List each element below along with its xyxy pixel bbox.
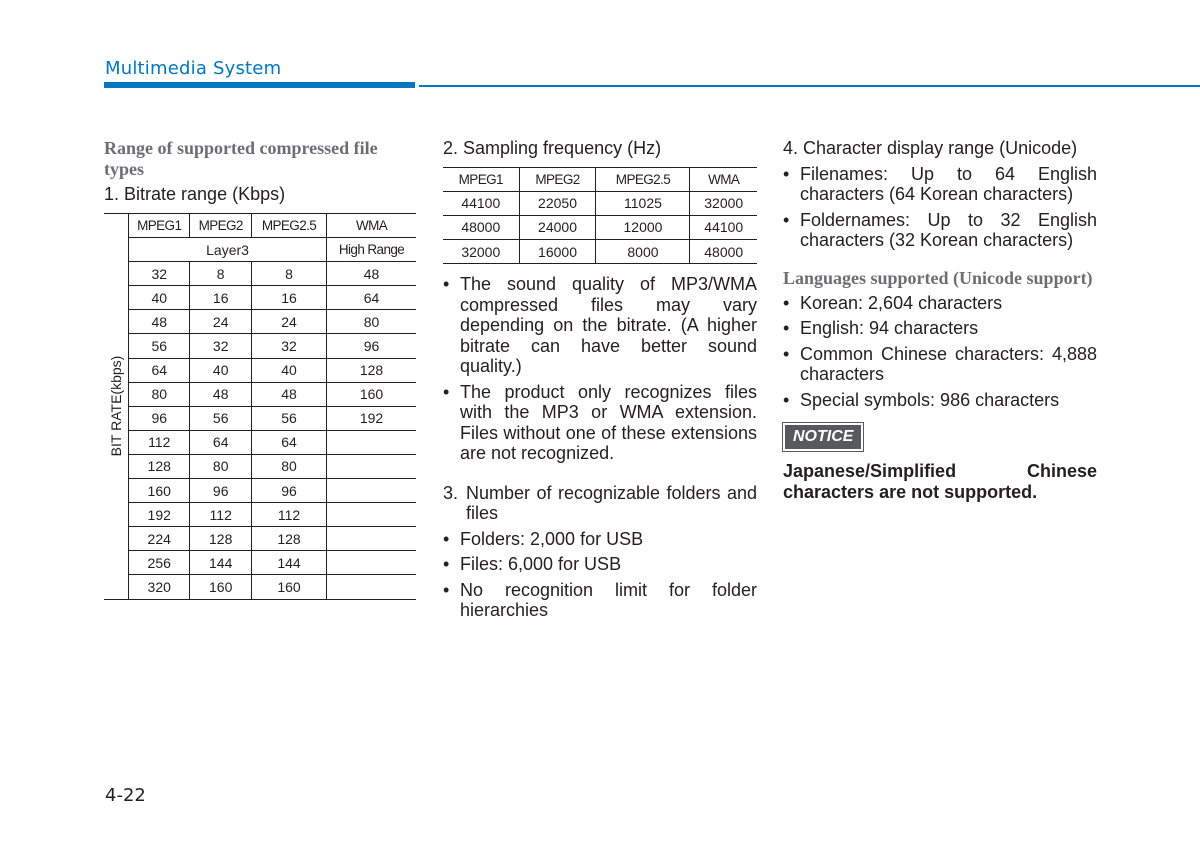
table-cell: 128 xyxy=(327,358,416,382)
languages-heading: Languages supported (Unicode support) xyxy=(783,267,1093,288)
table-cell: 12000 xyxy=(596,215,690,239)
table-cell: 64 xyxy=(129,358,190,382)
list-item: • The sound quality of MP3/WMA compressed files may vary depending on the bitrate. (A higher bitrate can have better sound quality.) xyxy=(443,274,757,377)
table-row xyxy=(104,382,416,406)
table-cell: 80 xyxy=(129,382,190,406)
table-cell: 40 xyxy=(129,286,190,310)
table-row xyxy=(104,430,416,454)
sampling-table-container xyxy=(443,167,757,265)
bitrate-col-header: MPEG1 xyxy=(129,214,190,238)
sound-quality-list xyxy=(443,274,757,464)
table-cell: 192 xyxy=(129,503,190,527)
sampling-col-header: MPEG2.5 xyxy=(596,167,690,191)
list-item: • No recognition limit for folder hierarchies xyxy=(443,580,757,621)
header-rule-thick xyxy=(104,82,415,88)
list-item: • Folders: 2,000 for USB xyxy=(443,529,757,550)
table-cell: 48 xyxy=(327,262,416,286)
char-display-title: 4. Character display range (Unicode) xyxy=(783,138,1078,158)
list-item: • Files: 6,000 for USB xyxy=(443,554,757,575)
table-cell: 160 xyxy=(129,479,190,503)
table-row xyxy=(443,215,757,239)
table-cell: 160 xyxy=(190,575,251,599)
sampling-header-row xyxy=(443,167,757,191)
table-cell: 48000 xyxy=(443,215,519,239)
table-cell: 48000 xyxy=(690,240,757,264)
table-cell: 64 xyxy=(251,430,326,454)
table-cell: 112 xyxy=(190,503,251,527)
bitrate-subheader-row xyxy=(104,238,416,262)
page-number: 4-22 xyxy=(105,785,146,806)
table-cell: 144 xyxy=(251,551,326,575)
table-cell: 128 xyxy=(129,454,190,478)
table-cell: 56 xyxy=(190,406,251,430)
table-cell: 160 xyxy=(327,382,416,406)
table-cell: 24000 xyxy=(519,215,596,239)
languages-list xyxy=(783,293,1097,411)
table-cell: 96 xyxy=(327,334,416,358)
table-row xyxy=(104,262,416,286)
table-row xyxy=(104,358,416,382)
sampling-table xyxy=(443,167,757,265)
table-cell xyxy=(327,527,416,551)
table-cell xyxy=(327,503,416,527)
table-cell: 112 xyxy=(251,503,326,527)
wma-range-label: High Range xyxy=(327,238,416,262)
table-cell: 32 xyxy=(190,334,251,358)
table-cell: 16 xyxy=(190,286,251,310)
notice-badge: NOTICE xyxy=(785,425,861,449)
table-row xyxy=(104,334,416,358)
table-cell: 80 xyxy=(190,454,251,478)
list-item: • The product only recognizes files with the MP3 or WMA extension. Files without one of these extensions are not recognized. xyxy=(443,382,757,464)
table-cell: 32 xyxy=(129,262,190,286)
table-cell: 48 xyxy=(251,382,326,406)
table-cell: 32000 xyxy=(443,240,519,264)
table-cell: 8000 xyxy=(596,240,690,264)
column-3 xyxy=(783,138,1097,502)
sampling-title: 2. Sampling frequency (Hz) xyxy=(443,138,662,158)
table-cell: 32000 xyxy=(690,191,757,215)
bitrate-axis-label: BIT RATE(kbps) xyxy=(108,355,124,457)
bitrate-table xyxy=(104,213,416,600)
table-cell: 56 xyxy=(251,406,326,430)
table-row xyxy=(104,479,416,503)
table-row xyxy=(104,527,416,551)
table-cell: 128 xyxy=(251,527,326,551)
table-cell: 56 xyxy=(129,334,190,358)
table-cell: 192 xyxy=(327,406,416,430)
sampling-col-header: MPEG2 xyxy=(519,167,596,191)
list-item: • Special symbols: 986 characters xyxy=(783,390,1097,411)
layer3-label: Layer3 xyxy=(129,238,327,262)
table-cell: 64 xyxy=(327,286,416,310)
table-cell xyxy=(327,430,416,454)
table-cell: 40 xyxy=(190,358,251,382)
bitrate-title: 1. Bitrate range (Kbps) xyxy=(104,184,286,204)
table-cell: 8 xyxy=(190,262,251,286)
table-cell xyxy=(327,479,416,503)
table-cell: 112 xyxy=(129,430,190,454)
table-cell: 96 xyxy=(129,406,190,430)
table-row xyxy=(104,406,416,430)
table-cell: 44100 xyxy=(690,215,757,239)
table-row xyxy=(104,310,416,334)
table-cell: 224 xyxy=(129,527,190,551)
table-cell: 40 xyxy=(251,358,326,382)
bitrate-col-header: MPEG2.5 xyxy=(251,214,326,238)
table-row xyxy=(104,551,416,575)
column-2 xyxy=(443,138,757,626)
table-cell xyxy=(327,454,416,478)
table-cell: 24 xyxy=(190,310,251,334)
table-cell: 8 xyxy=(251,262,326,286)
table-cell: 11025 xyxy=(596,191,690,215)
table-cell: 16000 xyxy=(519,240,596,264)
table-cell: 16 xyxy=(251,286,326,310)
folders-title xyxy=(443,483,757,524)
table-cell: 256 xyxy=(129,551,190,575)
sampling-col-header: WMA xyxy=(690,167,757,191)
table-cell: 144 xyxy=(190,551,251,575)
list-item: • Korean: 2,604 characters xyxy=(783,293,1097,314)
list-item: • Foldernames: Up to 32 English characters (32 Korean characters) xyxy=(783,210,1097,251)
bitrate-table-container xyxy=(104,213,416,600)
table-cell: 22050 xyxy=(519,191,596,215)
table-cell: 80 xyxy=(251,454,326,478)
table-cell: 320 xyxy=(129,575,190,599)
table-cell: 32 xyxy=(251,334,326,358)
folders-list xyxy=(443,529,757,621)
table-row xyxy=(104,575,416,599)
list-item: • Common Chinese characters: 4,888 characters xyxy=(783,344,1097,385)
table-row xyxy=(104,286,416,310)
table-cell: 128 xyxy=(190,527,251,551)
bitrate-col-header: MPEG2 xyxy=(190,214,251,238)
list-item: • English: 94 characters xyxy=(783,318,1097,339)
column-1 xyxy=(104,138,416,205)
table-cell: 44100 xyxy=(443,191,519,215)
header-rule-thin xyxy=(419,85,1200,87)
table-cell: 96 xyxy=(190,479,251,503)
table-row xyxy=(104,503,416,527)
table-cell: 160 xyxy=(251,575,326,599)
list-item: • Filenames: Up to 64 English characters (64 Korean characters) xyxy=(783,164,1097,205)
table-cell: 80 xyxy=(327,310,416,334)
table-row xyxy=(443,191,757,215)
sampling-col-header: MPEG1 xyxy=(443,167,519,191)
table-cell xyxy=(327,575,416,599)
table-cell: 48 xyxy=(190,382,251,406)
folders-number: 3. xyxy=(443,482,459,503)
table-row xyxy=(104,454,416,478)
bitrate-col-header: WMA xyxy=(327,214,416,238)
char-display-list xyxy=(783,164,1097,251)
table-cell xyxy=(327,551,416,575)
section-title: Multimedia System xyxy=(105,58,282,79)
bitrate-axis-cell xyxy=(104,214,129,600)
table-row xyxy=(443,240,757,264)
table-cell: 96 xyxy=(251,479,326,503)
notice-text: Japanese/Simplified Chinese characters are not supported. xyxy=(783,461,1097,502)
table-cell: 48 xyxy=(129,310,190,334)
table-cell: 24 xyxy=(251,310,326,334)
folders-title-text: Number of recognizable folders and files xyxy=(466,482,757,524)
table-cell: 64 xyxy=(190,430,251,454)
supported-file-types-heading: Range of supported compressed file types xyxy=(104,138,378,179)
bitrate-header-row xyxy=(104,214,416,238)
